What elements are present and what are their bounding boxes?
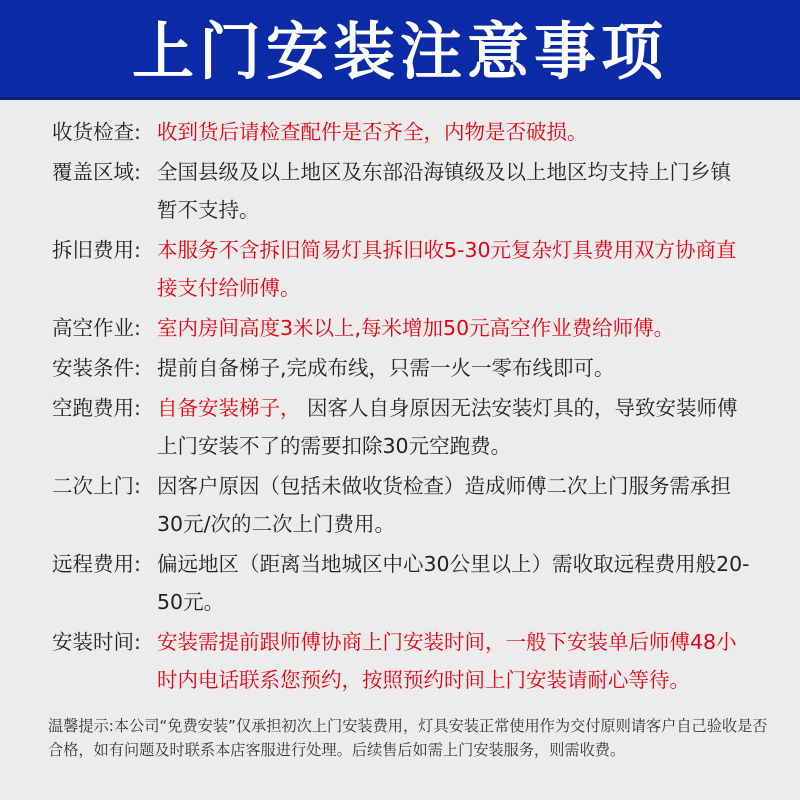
notice-row-removal-fee — [0, 231, 800, 307]
header-banner — [0, 0, 800, 100]
notice-text: 收到货后请检查配件是否齐全，内物是否破损。 — [157, 120, 588, 144]
notice-row-install-time — [0, 623, 800, 699]
notice-row-receipt-check — [0, 113, 800, 151]
notice-row-high-altitude — [0, 309, 800, 347]
notice-text: 室内房间高度3米以上,每米增加50元高空作业费给师傅。 — [157, 316, 675, 340]
notice-text: 全国县级及以上地区及东部沿海镇级及以上地区均支持上门乡镇暂不支持。 — [157, 160, 731, 222]
notice-row-coverage — [0, 153, 800, 229]
notice-text: 偏远地区（距离当地城区中心30公里以上）需收取远程费用般20-50元。 — [157, 552, 750, 614]
notice-text: 提前自备梯子,完成布线，只需一火一零布线即可。 — [157, 356, 615, 380]
notice-text-rest: 因客人自身原因无法安装灯具的，导致安装师傅上门安装不了的需要扣除30元空跑费。 — [157, 396, 738, 458]
notice-row-install-conditions — [0, 349, 800, 387]
notice-row-remote-fee — [0, 545, 800, 621]
notice-label: 高空作业: — [52, 316, 141, 340]
notice-label: 覆盖区域: — [52, 160, 141, 184]
notice-label: 空跑费用: — [52, 396, 141, 420]
notice-text: 安装需提前跟师傅协商上门安装时间，一般下安装单后师傅48小时内电话联系您预约，按照预约时间上门安装请耐心等待。 — [157, 630, 737, 692]
notice-row-empty-trip-fee — [0, 389, 800, 465]
notice-label: 远程费用: — [52, 552, 141, 576]
notice-text — [157, 389, 757, 465]
notice-label: 安装时间: — [52, 630, 141, 654]
notice-text: 因客户原因（包括未做收货检查）造成师傅二次上门服务需承担30元/次的二次上门费用。 — [157, 474, 731, 536]
notice-list — [0, 113, 800, 699]
notice-label: 收货检查: — [52, 120, 141, 144]
notice-row-second-visit — [0, 467, 800, 543]
notice-label: 二次上门: — [52, 474, 141, 498]
footer-tip: 温馨提示:本公司“免费安装”仅承担初次上门安装费用，灯具安装正常使用作为交付原则请客户自己验收是否合格，如有问题及时联系本店客服进行处理。后续售后如需上门安装服务，则需收费。 — [48, 717, 768, 759]
notice-label: 安装条件: — [52, 356, 141, 380]
notice-label: 拆旧费用: — [52, 238, 141, 262]
notice-text: 本服务不含拆旧简易灯具拆旧收5-30元复杂灯具费用双方协商直接支付给师傅。 — [157, 238, 737, 300]
page-title: 上门安装注意事项 — [131, 15, 668, 88]
notice-text-highlight: 自备安装梯子， — [157, 396, 301, 420]
